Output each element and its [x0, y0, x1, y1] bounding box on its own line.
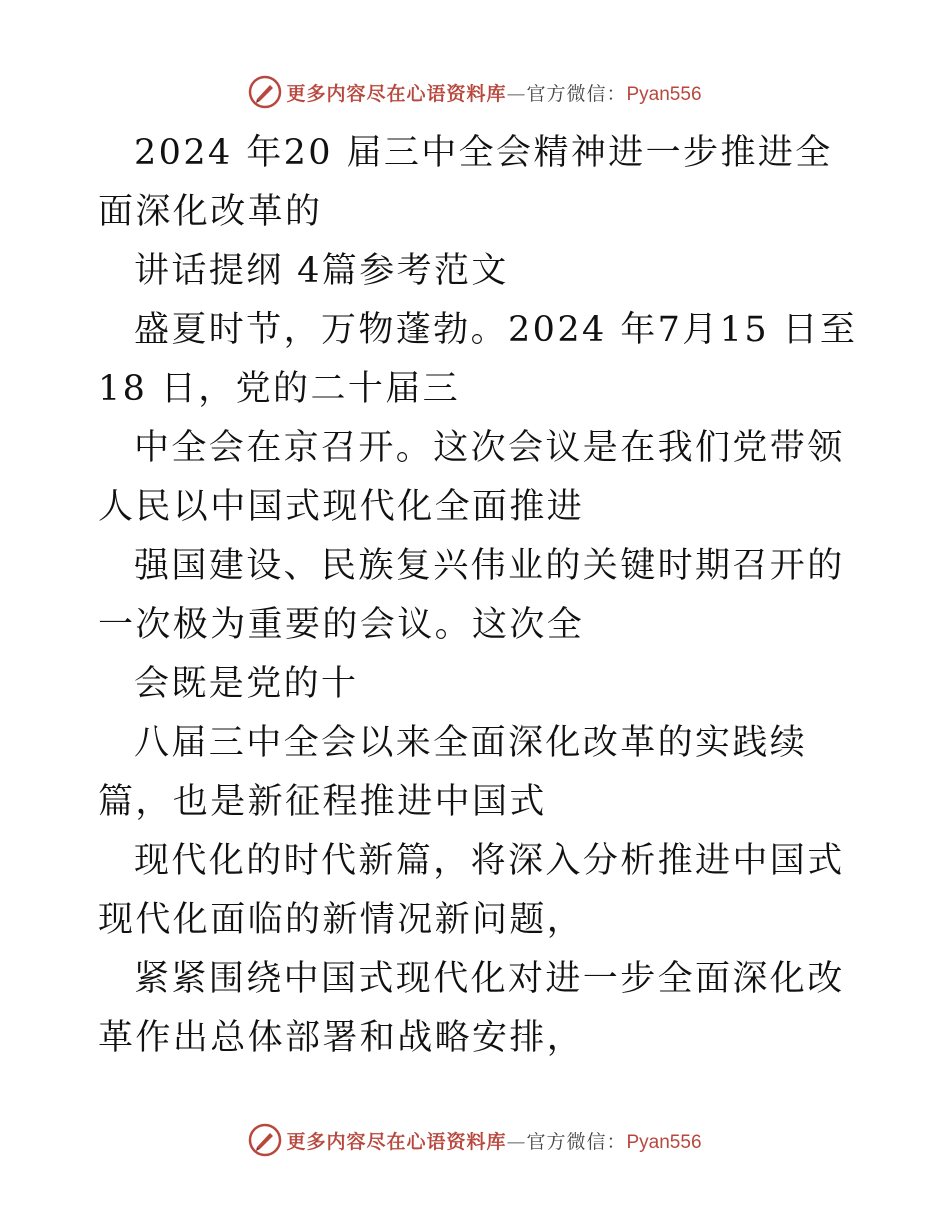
paragraph: 现代化的时代新篇，将深入分析推进中国式现代化面临的新情况新问题， — [98, 841, 845, 940]
watermark-text — [286, 79, 701, 106]
paragraph: 紧紧围绕中国式现代化对进一步全面深化改革作出总体部署和战略安排， — [98, 959, 845, 1058]
watermark-label: 官方微信： — [526, 1130, 627, 1153]
watermark-text — [286, 1127, 701, 1154]
watermark-separator: — — [506, 82, 527, 105]
paragraph: 强国建设、民族复兴伟业的关键时期召开的一次极为重要的会议。这次全 — [98, 546, 845, 645]
watermark-separator: — — [506, 1130, 527, 1153]
paragraph: 盛夏时节，万物蓬勃。2024 年7月15 日至 18 日，党的二十届三 — [98, 310, 858, 409]
document-body — [98, 124, 858, 1068]
watermark-wechat-id: Pyan556 — [626, 83, 702, 105]
paragraph-subtitle: 讲话提纲 4篇参考范文 — [134, 251, 509, 291]
paragraph-title: 2024 年20 届三中全会精神进一步推进全面深化改革的 — [98, 133, 833, 232]
watermark-wechat-id: Pyan556 — [626, 1131, 702, 1153]
watermark-site: 更多内容尽在心语资料库 — [286, 1130, 507, 1153]
footer-watermark — [0, 1120, 950, 1160]
paragraph: 中全会在京召开。这次会议是在我们党带领人民以中国式现代化全面推进 — [98, 428, 845, 527]
header-watermark — [0, 72, 950, 112]
pen-logo-icon — [248, 1123, 282, 1157]
watermark-label: 官方微信： — [526, 82, 627, 105]
paragraph: 会既是党的十 — [134, 664, 359, 704]
paragraph: 八届三中全会以来全面深化改革的实践续篇，也是新征程推进中国式 — [98, 723, 808, 822]
pen-logo-icon — [248, 75, 282, 109]
watermark-site: 更多内容尽在心语资料库 — [286, 82, 507, 105]
